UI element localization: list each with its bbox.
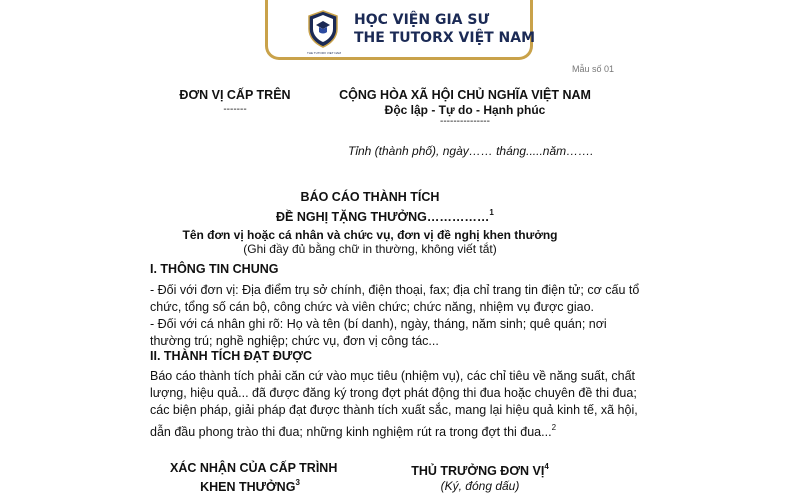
tutorx-logo bbox=[306, 9, 341, 55]
footnote-ref-1: 1 bbox=[489, 208, 494, 217]
footnote-ref-4: 4 bbox=[544, 462, 549, 471]
section-1-heading: I. THÔNG TIN CHUNG bbox=[150, 262, 279, 276]
brand-line-1: HỌC VIỆN GIA SƯ bbox=[354, 11, 490, 28]
confirmation-subtitle bbox=[170, 478, 330, 494]
national-motto: Độc lập - Tự do - Hạnh phúc bbox=[384, 103, 546, 117]
form-number: Mẫu số 01 bbox=[572, 64, 615, 74]
paragraph-line: các biện pháp, giải pháp đạt được thành tích xuất sắc, mang lại hiệu quả kinh tế, xã hội, bbox=[150, 403, 638, 417]
paragraph-line-text: dẫn đầu phong trào thi đua; những kinh nghiệm rút ra trong đợt thi đua... bbox=[150, 425, 552, 439]
head-of-unit-title bbox=[400, 462, 560, 478]
brand-banner bbox=[265, 0, 536, 60]
nominee-name-hint: (Ghi đầy đủ bằng chữ in thường, không viết tắt) bbox=[243, 242, 497, 256]
paragraph-line: Báo cáo thành tích phải căn cứ vào mục tiêu (nhiệm vụ), các chỉ tiêu về năng suất, chất bbox=[150, 369, 636, 383]
paragraph-line bbox=[150, 419, 638, 441]
paragraph-line: chức, tổng số cán bộ, công chức và viên chức; chức năng, nhiệm vụ được giao. bbox=[150, 300, 595, 314]
confirmation-title: XÁC NHẬN CỦA CẤP TRÌNH bbox=[170, 461, 338, 475]
right-divider: --------------- bbox=[440, 116, 490, 127]
paragraph-line: lượng, hiệu quả... đã được đăng ký trong đợt phát động thi đua hoặc chuyên đề thi đua; bbox=[150, 386, 637, 400]
logo-caption: THE TUTORX VIET NAM bbox=[306, 50, 341, 55]
sign-stamp-hint: (Ký, đóng dấu) bbox=[440, 479, 520, 493]
confirmation-subtitle-text: KHEN THƯỞNG bbox=[200, 480, 296, 494]
head-of-unit-text: THỦ TRƯỞNG ĐƠN VỊ bbox=[411, 464, 545, 478]
section-1-unit-paragraph bbox=[150, 282, 639, 316]
report-title: BÁO CÁO THÀNH TÍCH bbox=[300, 190, 440, 204]
report-subtitle-text: ĐỀ NGHỊ TẶNG THƯỞNG…………… bbox=[276, 210, 490, 224]
brand-line-2: THE TUTORX VIỆT NAM bbox=[354, 29, 536, 46]
paragraph-line: thường trú; nghề nghiệp; chức vụ, đơn vị công tác... bbox=[150, 334, 439, 348]
report-subtitle bbox=[276, 208, 494, 224]
paragraph-line: - Đối với đơn vị: Địa điểm trụ sở chính, điện thoại, fax; địa chỉ trang tin điện tử; cơ cấu tổ bbox=[150, 283, 640, 297]
footnote-ref-3: 3 bbox=[295, 478, 300, 487]
footnote-ref-2: 2 bbox=[551, 423, 557, 432]
section-1-individual-paragraph bbox=[150, 316, 607, 350]
issuing-authority: ĐƠN VỊ CẤP TRÊN bbox=[179, 88, 291, 102]
place-date-line: Tỉnh (thành phố), ngày…… tháng.....năm……. bbox=[348, 144, 594, 158]
section-2-heading: II. THÀNH TÍCH ĐẠT ĐƯỢC bbox=[150, 349, 312, 363]
nominee-name-line: Tên đơn vị hoặc cá nhân và chức vụ, đơn vị đề nghị khen thưởng bbox=[182, 228, 558, 242]
shield-logo-icon bbox=[306, 9, 340, 49]
left-divider: ------- bbox=[223, 104, 247, 115]
national-title: CỘNG HÒA XÃ HỘI CHỦ NGHĨA VIỆT NAM bbox=[339, 88, 591, 102]
section-2-paragraph bbox=[150, 368, 638, 441]
brand-text bbox=[354, 11, 535, 47]
paragraph-line: - Đối với cá nhân ghi rõ: Họ và tên (bí danh), ngày, tháng, năm sinh; quê quán; nơi bbox=[150, 317, 607, 331]
